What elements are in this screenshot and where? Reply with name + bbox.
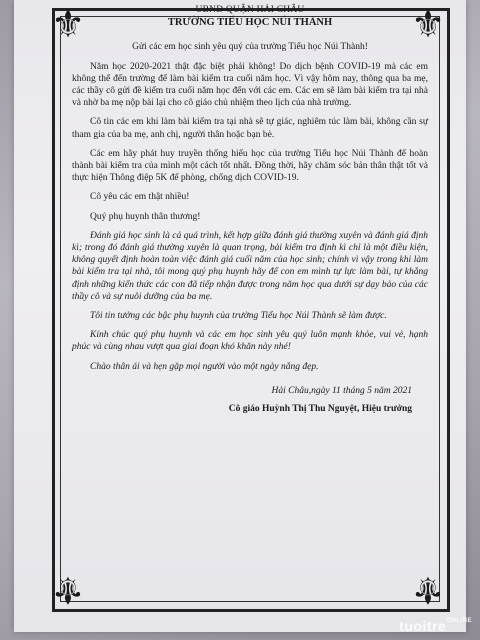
paragraph-5: Tôi tin tưởng các bậc phụ huynh của trường Tiểu học Núi Thành sẽ làm được. [90,311,387,322]
letter-content [72,2,428,562]
place-date: Hải Châu,ngày 11 tháng 5 năm 2021 [271,385,412,396]
watermark-brand: tuoitre [399,618,447,634]
district-name: UBND QUẬN HẢI CHÂU [195,5,305,15]
paragraph-6: Kính chúc quý phụ huynh và các em học sinh yêu quý luôn mạnh khỏe, vui vẻ, hạnh phúc và cùng nhau vượt qua giai đoạn khó khăn này nhé! [72,330,428,353]
fleur-de-lis-icon: ⚜ [50,568,86,612]
letter-header [72,4,428,29]
student-greeting: Gửi các em học sinh yêu quý của trường Tiểu học Núi Thành! [132,42,368,53]
letter-sheet [14,0,466,632]
paragraph-4: Đánh giá học sinh là cả quá trình, kết hợp giữa đánh giá thường xuyên và đánh giá định kì; trong đó đánh giá thường xuyên là quan trọng, bài kiểm tra định kì chỉ là một điều kiện, không quyết định hoàn toàn việc đánh giá cuối năm của học sinh; chính vì vậy trong khi làm bài kiểm tra tại nhà, tôi mong quý phụ huynh hãy để con em mình tự lực làm bài, tự khẳng định những kiến thức các con đã tiếp nhận được trong năm học qua dưới sự dạy bảo của các thầy cô và sự nuôi dưỡng của ba mẹ. [72,230,428,302]
paragraph-1: Năm học 2020-2021 thật đặc biệt phải không! Do dịch bệnh COVID-19 mà các em không thể đến trường để làm bài kiểm tra cuối năm học. Vì vậy hôm nay, thông qua ba mẹ, các thầy cô gửi đề kiểm tra cuối năm học đến với các em. Các em sẽ làm bài kiểm tra tại nhà và nhờ ba mẹ nộp bài lại cho cô giáo chủ nhiệm theo lịch của nhà trường. [72,61,428,109]
watermark-suffix: ONLINE [446,618,472,624]
parents-greeting: Quý phụ huynh thân thương! [90,211,201,222]
school-name: TRƯỜNG TIỂU HỌC NÚI THÀNH [167,17,333,29]
paragraph-2: Cô tin các em khi làm bài kiểm tra tại nhà sẽ tự giác, nghiêm túc làm bài, không cần sự tham gia của ba mẹ, anh chị, người thân hoặc bạn bè. [72,117,428,140]
love-line: Cô yêu các em thật nhiều! [90,192,190,203]
fleur-de-lis-icon: ⚜ [50,2,86,46]
publisher-watermark [399,618,472,634]
signer-name: Cô giáo Huỳnh Thị Thu Nguyệt, Hiệu trưởng [228,404,412,415]
fleur-de-lis-icon: ⚜ [410,2,446,46]
paragraph-3: Các em hãy phát huy truyền thống hiếu học của trường Tiểu học Núi Thành để hoàn thành bài kiểm tra của mình một cách tốt nhất. Đồng thời, hãy chăm sóc bản thân thật tốt và thực hiện Thông điệp 5K để phòng, chống dịch COVID-19. [72,148,428,184]
closing-line: Chào thân ái và hẹn gặp mọi người vào một ngày nắng đẹp. [90,361,319,372]
fleur-de-lis-icon: ⚜ [410,568,446,612]
